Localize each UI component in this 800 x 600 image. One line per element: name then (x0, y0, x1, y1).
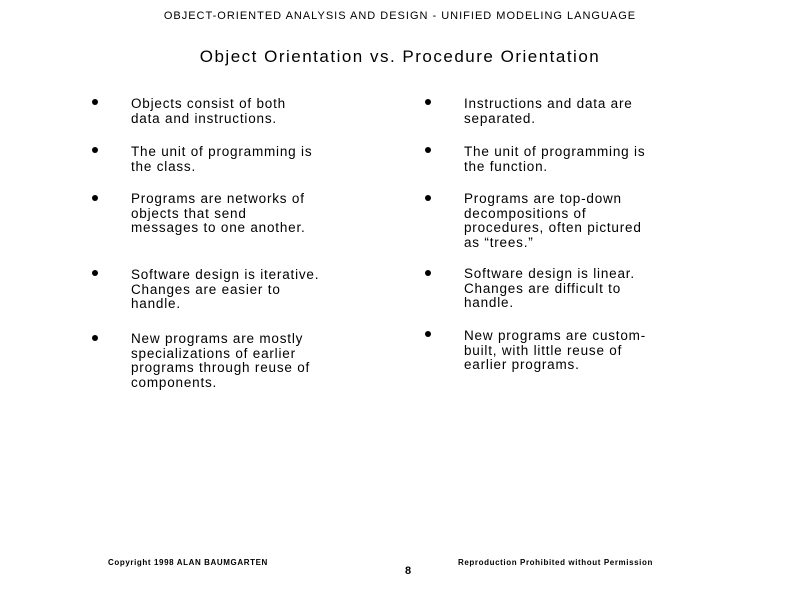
bullet-icon (425, 331, 431, 337)
procedure-orientation-item: New programs are custom- built, with little reuse of earlier programs. (464, 328, 646, 372)
object-orientation-item: Objects consist of both data and instructions. (131, 96, 286, 126)
procedure-orientation-item: Programs are top-down decompositions of procedures, often pictured as “trees.” (464, 191, 642, 250)
bullet-icon (92, 335, 98, 341)
procedure-orientation-item: Instructions and data are separated. (464, 96, 633, 126)
page-number: 8 (404, 565, 412, 577)
bullet-icon (425, 270, 431, 276)
object-orientation-item: The unit of programming is the class. (131, 144, 313, 174)
procedure-orientation-item: The unit of programming is the function. (464, 144, 646, 174)
copyright-notice: Copyright 1998 ALAN BAUMGARTEN (108, 558, 268, 567)
object-orientation-item: Software design is iterative. Changes are easier to handle. (131, 267, 320, 311)
bullet-icon (92, 195, 98, 201)
procedure-orientation-item: Software design is linear. Changes are difficult to handle. (464, 266, 635, 310)
object-orientation-item: New programs are mostly specializations of earlier programs through reuse of components. (131, 331, 311, 390)
bullet-icon (425, 147, 431, 153)
document-header: OBJECT-ORIENTED ANALYSIS AND DESIGN - UNIFIED MODELING LANGUAGE (163, 10, 637, 22)
slide-title: Object Orientation vs. Procedure Orientation (199, 47, 601, 66)
bullet-icon (92, 270, 98, 276)
bullet-icon (425, 195, 431, 201)
bullet-icon (92, 147, 98, 153)
bullet-icon (92, 99, 98, 105)
object-orientation-item: Programs are networks of objects that send messages to one another. (131, 191, 306, 235)
bullet-icon (425, 99, 431, 105)
reproduction-notice: Reproduction Prohibited without Permission (458, 558, 653, 567)
